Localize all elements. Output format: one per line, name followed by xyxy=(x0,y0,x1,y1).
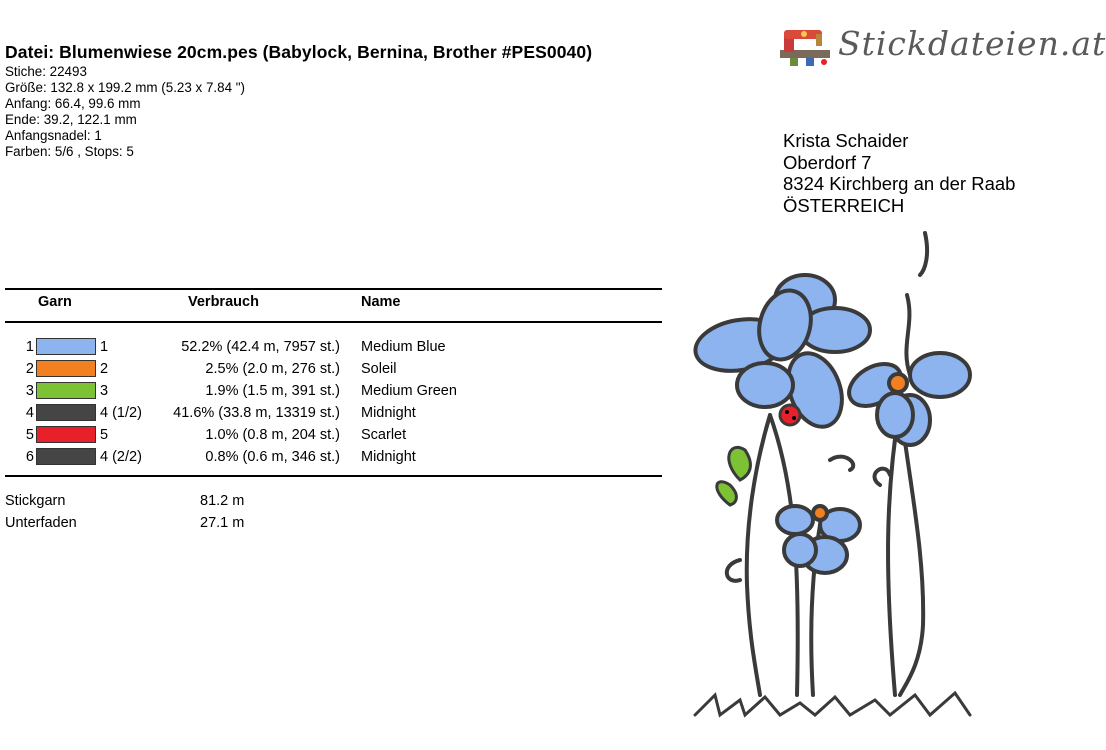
color-swatch xyxy=(36,382,96,399)
thread-usage: 2.5% (2.0 m, 276 st.) xyxy=(205,361,340,377)
color-swatch xyxy=(36,360,96,377)
row-number: 2 xyxy=(25,361,34,377)
logo-text: Stickdateien.at xyxy=(838,24,1106,63)
table-row xyxy=(0,359,660,381)
thread-code: 4 (1/2) xyxy=(100,405,142,421)
color-swatch xyxy=(36,338,96,355)
thread-name: Medium Green xyxy=(361,383,457,399)
header-name: Name xyxy=(361,294,401,310)
table-header-rule xyxy=(5,321,662,323)
thread-code: 5 xyxy=(100,427,109,443)
meta-colors: Farben: 5/6 , Stops: 5 xyxy=(5,144,134,159)
table-row xyxy=(0,337,660,359)
table-row xyxy=(0,425,660,447)
file-metadata xyxy=(5,64,245,160)
thread-usage: 1.9% (1.5 m, 391 st.) xyxy=(205,383,340,399)
table-bottom-rule xyxy=(5,475,662,477)
thread-name: Scarlet xyxy=(361,427,407,443)
color-swatch xyxy=(36,404,96,421)
table-row xyxy=(0,381,660,403)
table-row xyxy=(0,403,660,425)
stickdateien-logo xyxy=(776,20,1106,70)
embroidery-flower-preview xyxy=(685,225,985,725)
sewing-machine-icon xyxy=(776,20,838,70)
address-block xyxy=(783,130,1015,216)
table-row xyxy=(0,447,660,469)
meta-size: Größe: 132.8 x 199.2 mm (5.23 x 7.84 ") xyxy=(5,80,245,95)
row-number: 6 xyxy=(25,449,34,465)
address-city: 8324 Kirchberg an der Raab xyxy=(783,173,1016,194)
thread-name: Soleil xyxy=(361,361,397,377)
meta-start-needle: Anfangsnadel: 1 xyxy=(5,128,102,143)
address-street: Oberdorf 7 xyxy=(783,151,872,173)
meta-start: Anfang: 66.4, 99.6 mm xyxy=(5,96,141,111)
thread-name: Medium Blue xyxy=(361,339,446,355)
thread-name: Midnight xyxy=(361,405,416,421)
thread-name: Midnight xyxy=(361,449,416,465)
row-number: 5 xyxy=(25,427,34,443)
row-number: 1 xyxy=(25,339,34,355)
thread-code: 1 xyxy=(100,339,109,355)
row-number: 4 xyxy=(25,405,34,421)
total-value-unterfaden: 27.1 m xyxy=(200,515,245,531)
meta-end: Ende: 39.2, 122.1 mm xyxy=(5,112,137,127)
meta-stitches: Stiche: 22493 xyxy=(5,64,87,79)
color-swatch xyxy=(36,426,96,443)
header-verbrauch: Verbrauch xyxy=(188,294,259,310)
total-label-stickgarn: Stickgarn xyxy=(5,493,66,509)
thread-usage: 0.8% (0.6 m, 346 st.) xyxy=(205,449,340,465)
color-swatch xyxy=(36,448,96,465)
thread-code: 4 (2/2) xyxy=(100,449,142,465)
table-top-rule xyxy=(5,288,662,290)
thread-usage: 52.2% (42.4 m, 7957 st.) xyxy=(181,339,340,355)
file-title: Datei: Blumenwiese 20cm.pes (Babylock, Bernina, Brother #PES0040) xyxy=(5,42,593,62)
address-name: Krista Schaider xyxy=(783,130,909,151)
total-value-stickgarn: 81.2 m xyxy=(200,493,245,509)
row-number: 3 xyxy=(25,383,34,399)
address-country: ÖSTERREICH xyxy=(783,194,905,216)
header-garn: Garn xyxy=(38,294,72,310)
thread-code: 3 xyxy=(100,383,109,399)
thread-usage: 1.0% (0.8 m, 204 st.) xyxy=(205,427,340,443)
thread-usage: 41.6% (33.8 m, 13319 st.) xyxy=(173,405,340,421)
total-label-unterfaden: Unterfaden xyxy=(5,515,77,531)
thread-code: 2 xyxy=(100,361,109,377)
